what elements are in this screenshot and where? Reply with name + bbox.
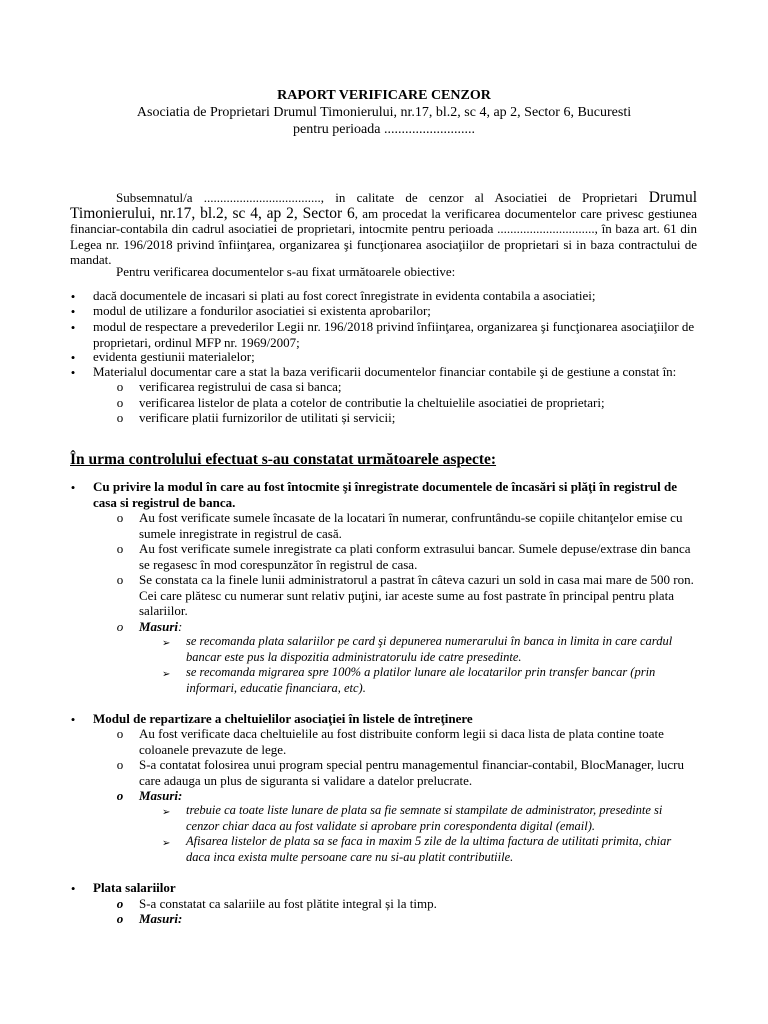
intro-paragraph (70, 190, 697, 268)
findings-heading: În urma controlului efectuat s-au constatat următoarele aspecte: (70, 451, 497, 468)
bullet-icon: • (70, 289, 76, 304)
intro-text-a: Subsemnatul/a ...................................., in calitate de cenzor al Asociatiei de Proprietari (116, 190, 649, 205)
bullet-icon: • (70, 320, 76, 335)
bullet-icon: • (70, 480, 76, 495)
masuri-colon: : (178, 619, 183, 634)
section3-title: Plata salariilor (93, 880, 176, 895)
sub-objective-item: verificare platii furnizorilor de utilitati și servicii; (139, 410, 396, 425)
circle-bullet-icon: o (116, 911, 124, 926)
objective-item: modul de utilizare a fondurilor asociatiei si existenta aprobarilor; (93, 303, 431, 318)
arrow-bullet-icon: ➢ (162, 838, 171, 849)
intro-text-c: , am procedat la verificarea documentelor care privesc gestiunea financiar-contabila din cadrul asociatiei de proprietari, intocmite pentru perioada .............................., în baza art. 61 din Legea nr. 196/2018 privind înfiinţarea, organizarea şi funcţionarea asociaţiilor de proprietari si in baza contractului de mandat. (70, 205, 698, 267)
arrow-bullet-icon: ➢ (162, 807, 171, 818)
section2-item: Au fost verificate daca cheltuielile au fost distribuite conform legii si daca lista de plata contine toate coloanele prevazute de lege. (139, 726, 664, 757)
section1-masura: se recomanda migrarea spre 100% a platilor lunare ale locatarilor prin transfer bancar (prin informari, educatie financiara, etc). (186, 665, 656, 695)
circle-bullet-icon: o (116, 410, 124, 425)
section1-item: Au fost verificate sumele inregistrate ca plati conform extrasului bancar. Sumele depuse/extrase din banca se regasesc în mod corespunzător în registrul de casa. (139, 541, 691, 572)
bullet-icon: • (70, 304, 76, 319)
section2-title: Modul de repartizare a cheltuielilor asociaţiei în listele de întreţinere (93, 711, 473, 726)
objective-item: evidenta gestiunii materialelor; (93, 349, 255, 364)
objective-item: dacă documentele de incasari si plati au fost corect înregistrate in evidenta contabila a asociatiei; (93, 288, 596, 303)
circle-bullet-icon: o (116, 572, 124, 587)
sub-objective-item: verificarea registrului de casa si banca; (139, 379, 342, 394)
objective-item: modul de respectare a prevederilor Legii nr. 196/2018 privind înfiinţarea, organizarea şi funcţionarea asociaţiilor de proprietari, ordinul MFP nr. 1969/2007; (93, 319, 695, 350)
bullet-icon: • (70, 350, 76, 365)
section1-masuri (139, 619, 697, 635)
period-subtitle: pentru perioada .......................... (293, 122, 475, 137)
objective-item: Materialul documentar care a stat la baza verificarii documentelor financiar contabile şi de gestiune a constat în: (93, 364, 677, 379)
objectives-intro: Pentru verificarea documentelor s-au fixat următoarele obiective: (116, 264, 456, 279)
circle-bullet-icon: o (116, 379, 124, 394)
section1-item: Au fost verificate sumele încasate de la locatari în numerar, confruntându-se copiile chitanţelor emise cu sumele inregistrate in registrul de casă. (139, 510, 683, 541)
association-subtitle: Asociatia de Proprietari Drumul Timonierului, nr.17, bl.2, sc 4, ap 2, Sector 6, Bucuresti (136, 105, 632, 120)
section1-title: Cu privire la modul în care au fost întocmite şi înregistrate documentele de încasări si plăţi în registrul de casa si registrul de banca. (93, 479, 677, 510)
association-name: Drumul Timonierului, nr.17, bl.2, sc 4, ap 2, Sector 6 (70, 189, 697, 222)
arrow-bullet-icon: ➢ (162, 669, 171, 680)
circle-bullet-icon: o (116, 619, 124, 634)
circle-bullet-icon: o (116, 788, 124, 803)
sub-objective-item: verificarea listelor de plata a cotelor de contributie la cheltuielile asociatiei de proprietari; (139, 395, 605, 410)
section2-masura: Afisarea listelor de plata sa se faca in maxim 5 zile de la ultima factura de utilitati primita, chiar daca inca exista multe persoane care nu si-au platit contributiile. (186, 834, 672, 864)
circle-bullet-icon: o (116, 395, 124, 410)
section2-masura: trebuie ca toate liste lunare de plata sa fie semnate si stampilate de administrator, presedinte si cenzor chiar daca au fost validate si aprobare prin corespondenta digital (email). (186, 803, 663, 833)
section2-item: S-a contatat folosirea unui program special pentru managementul financiar-contabil, BlocManager, lucru care adauga un plus de siguranta si validare a datelor prelucrate. (139, 757, 685, 788)
bullet-icon: • (70, 881, 76, 896)
masuri-label: Masuri (139, 619, 179, 634)
section3-item: S-a constatat ca salariile au fost plătite integral și la timp. (139, 896, 437, 911)
circle-bullet-icon: o (116, 896, 124, 911)
circle-bullet-icon: o (116, 757, 124, 772)
section1-masura: se recomanda plata salariilor pe card şi depunerea numerarului în banca in limita in care cardul bancar este pus la dispozitia administratorulu ide catre presedinte. (186, 634, 673, 664)
report-title: RAPORT VERIFICARE CENZOR (277, 88, 491, 103)
circle-bullet-icon: o (116, 726, 124, 741)
circle-bullet-icon: o (116, 510, 124, 525)
bullet-icon: • (70, 712, 76, 727)
section1-item: Se constata ca la finele lunii administratorul a pastrat în câteva cazuri un sold in casa mai mare de 500 ron. Cei care plătesc cu numerar sunt relativ puţini, iar aceste sume au fost pastrate în principal pentru plata salariilor. (139, 572, 694, 618)
circle-bullet-icon: o (116, 541, 124, 556)
arrow-bullet-icon: ➢ (162, 638, 171, 649)
section3-masuri-label: Masuri: (139, 911, 183, 926)
bullet-icon: • (70, 365, 76, 380)
section2-masuri-label: Masuri: (139, 788, 183, 803)
